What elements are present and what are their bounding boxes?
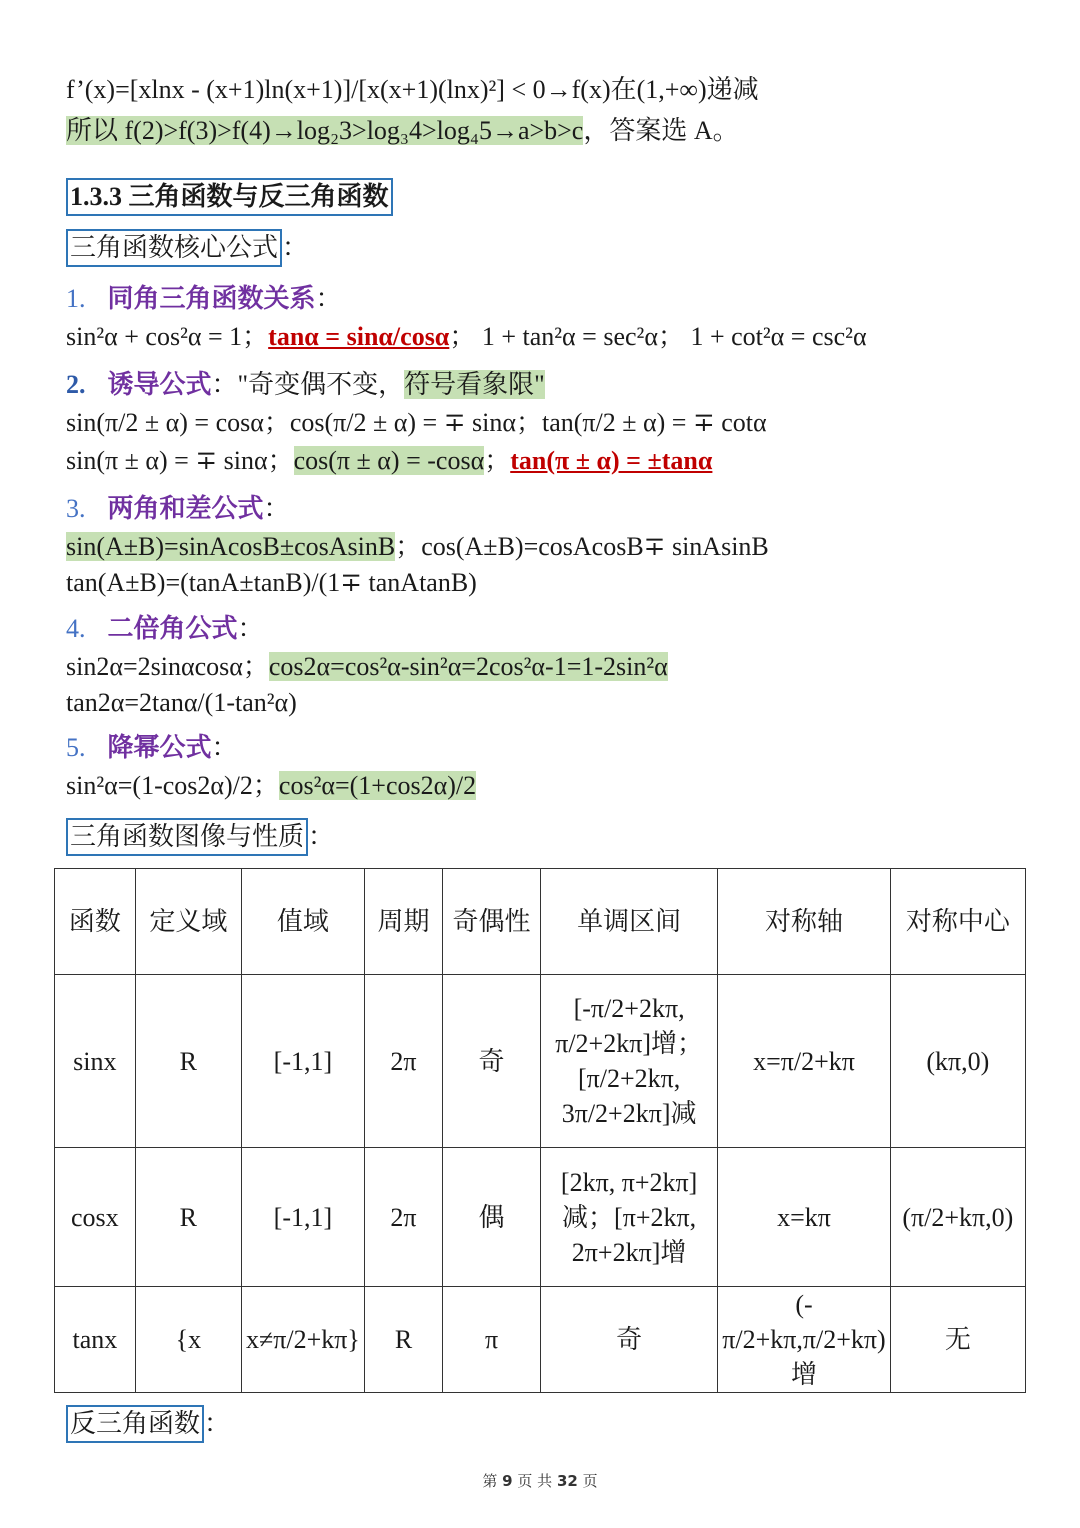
tan-pi-formula: tan(π ± α) = ±tanα — [510, 446, 713, 475]
axis-cell: x=kπ — [718, 1148, 890, 1287]
item-2-heading — [66, 368, 545, 402]
derivative-line: f’(x)=[xlnx - (x+1)ln(x+1)]/[x(x+1)(lnx)²] < 0→f(x)在(1,+∞)递减 — [66, 75, 759, 104]
monotonic-line: [2kπ, π+2kπ] — [560, 1167, 698, 1197]
graph-properties-heading: 三角函数图像与性质 — [66, 818, 308, 856]
header-cell: 对称轴 — [718, 869, 890, 975]
item-colon: ： — [315, 284, 342, 313]
item-title: 降幂公式 — [107, 733, 212, 762]
header-cell: 奇偶性 — [443, 869, 541, 975]
trig-properties-table — [54, 868, 1026, 1393]
parity-cell: 奇 — [443, 975, 541, 1148]
table-row-sin — [55, 975, 1026, 1148]
monotonic-cell: 奇 — [540, 1287, 717, 1393]
double-angle-line-1 — [66, 650, 668, 684]
mnemonic-part-2: 符号看象限" — [404, 370, 545, 399]
parity-cell: 偶 — [443, 1148, 541, 1287]
function-cell: tanx — [55, 1287, 136, 1393]
conclusion-answer: ，答案选 A。 — [583, 116, 739, 145]
table-header-row — [55, 869, 1026, 975]
item-number: 1. — [66, 284, 86, 313]
parity-cell: π — [443, 1287, 541, 1393]
table-row-tan — [55, 1287, 1026, 1393]
monotonic-line: [π/2+2kπ, — [577, 1064, 681, 1093]
item-number: 4. — [66, 614, 86, 643]
sum-formula-line-1 — [66, 530, 769, 564]
item-colon: ： — [237, 614, 264, 643]
item-5-heading — [66, 731, 238, 765]
domain-cell: R — [135, 975, 241, 1148]
range-cell: [-1,1] — [241, 1148, 364, 1287]
item-colon: ： — [211, 370, 238, 399]
center-cell: 无 — [890, 1287, 1025, 1393]
monotonic-line: 3π/2+2kπ]减 — [561, 1099, 697, 1128]
induction-formula-line-2 — [66, 444, 712, 478]
core-heading-row — [66, 229, 308, 267]
sin-sum-formula: sin(A±B)=sinAcosB±cosAsinB — [66, 532, 396, 561]
tan-identity: tanα = sinα/cosα — [268, 322, 450, 351]
period-cell: 2π — [364, 975, 442, 1148]
header-cell: 周期 — [364, 869, 442, 975]
domain-cell: {x — [135, 1287, 241, 1393]
period-cell: 2π — [364, 1148, 442, 1287]
sum-formula-line-2: tan(A±B)=(tanA±tanB)/(1∓ tanAtanB) — [66, 568, 477, 597]
double-angle-line-2: tan2α=2tanα/(1-tan²α) — [66, 688, 297, 717]
period-cell: R — [364, 1287, 442, 1393]
header-cell: 定义域 — [135, 869, 241, 975]
monotonic-line: 减；[π+2kπ, — [562, 1202, 697, 1232]
item-title: 二倍角公式 — [107, 614, 238, 643]
function-cell: cosx — [55, 1148, 136, 1287]
heading-colon: ： — [204, 1409, 231, 1438]
sin-double-formula: sin2α=2sinαcosα； — [66, 652, 269, 681]
cos-double-formula: cos2α=cos²α-sin²α=2cos²α-1=1-2sin²α — [268, 652, 668, 681]
cos-squared-formula: cos²α=(1+cos2α)/2 — [278, 771, 477, 800]
center-cell: (kπ,0) — [890, 975, 1025, 1148]
item-3-heading — [66, 492, 290, 526]
item-4-heading — [66, 612, 264, 646]
inverse-trig-heading: 反三角函数 — [66, 1405, 204, 1443]
induction-formula-line-1: sin(π/2 ± α) = cosα；cos(π/2 ± α) = ∓ sinα；tan(π/2 ± α) = ∓ cotα — [66, 408, 767, 437]
range-cell: x≠π/2+kπ} — [241, 1287, 364, 1393]
sin-squared-formula: sin²α=(1-cos2α)/2； — [66, 771, 279, 800]
core-formulas-heading: 三角函数核心公式 — [66, 229, 282, 267]
header-cell: 对称中心 — [890, 869, 1025, 975]
page-total: 32 — [556, 1472, 578, 1490]
item-title: 两角和差公式 — [107, 494, 264, 523]
page-footer — [0, 1470, 1080, 1491]
item-number: 2. — [66, 370, 86, 399]
inverse-heading-row — [66, 1405, 230, 1443]
power-reduction-line — [66, 769, 476, 803]
function-cell: sinx — [55, 975, 136, 1148]
sec-csc-identities: ； 1 + tan²α = sec²α； 1 + cot²α = csc²α — [449, 322, 867, 351]
sin-pi-formula: sin(π ± α) = ∓ sinα； — [66, 446, 294, 475]
identity-formula-line — [66, 320, 867, 354]
range-cell: [-1,1] — [241, 975, 364, 1148]
header-cell: 函数 — [55, 869, 136, 975]
monotonic-cell — [540, 1148, 717, 1287]
footer-text: 第 — [482, 1472, 498, 1490]
axis-cell: (-π/2+kπ,π/2+kπ)增 — [718, 1287, 890, 1393]
header-cell: 值域 — [241, 869, 364, 975]
item-colon: ： — [211, 733, 238, 762]
heading-colon: ： — [282, 233, 309, 262]
footer-text: 页 — [582, 1472, 598, 1490]
conclusion-highlight: 所以 f(2)>f(3)>f(4)→log₂3>log₃4>log₄5→a>b>c — [66, 116, 584, 145]
header-cell: 单调区间 — [540, 869, 717, 975]
section-title-row — [66, 178, 393, 216]
item-number: 5. — [66, 733, 86, 762]
page-number: 9 — [502, 1472, 513, 1490]
item-title: 诱导公式 — [107, 370, 212, 399]
domain-cell: R — [135, 1148, 241, 1287]
separator: ； — [484, 446, 511, 475]
section-title: 1.3.3 三角函数与反三角函数 — [66, 178, 393, 216]
item-number: 3. — [66, 494, 86, 523]
mnemonic-part-1: "奇变偶不变， — [237, 370, 405, 399]
graph-heading-row — [66, 818, 334, 856]
center-cell: (π/2+kπ,0) — [890, 1148, 1025, 1287]
item-title: 同角三角函数关系 — [107, 284, 316, 313]
heading-colon: ： — [308, 822, 335, 851]
monotonic-line: π/2+2kπ]增； — [555, 1029, 703, 1058]
item-1-heading — [66, 282, 342, 316]
monotonic-cell — [540, 975, 717, 1148]
monotonic-line: 2π+2kπ]增 — [571, 1237, 687, 1267]
cos-pi-formula: cos(π ± α) = -cosα — [293, 446, 485, 475]
item-colon: ： — [263, 494, 290, 523]
table-row-cos — [55, 1148, 1026, 1287]
conclusion-line — [66, 114, 739, 148]
cos-sum-formula: ；cos(A±B)=cosAcosB∓ sinAsinB — [395, 532, 769, 561]
axis-cell: x=π/2+kπ — [718, 975, 890, 1148]
footer-text: 页 共 — [517, 1472, 553, 1490]
pythagorean-identity: sin²α + cos²α = 1； — [66, 322, 269, 351]
monotonic-line: [-π/2+2kπ, — [573, 994, 685, 1023]
